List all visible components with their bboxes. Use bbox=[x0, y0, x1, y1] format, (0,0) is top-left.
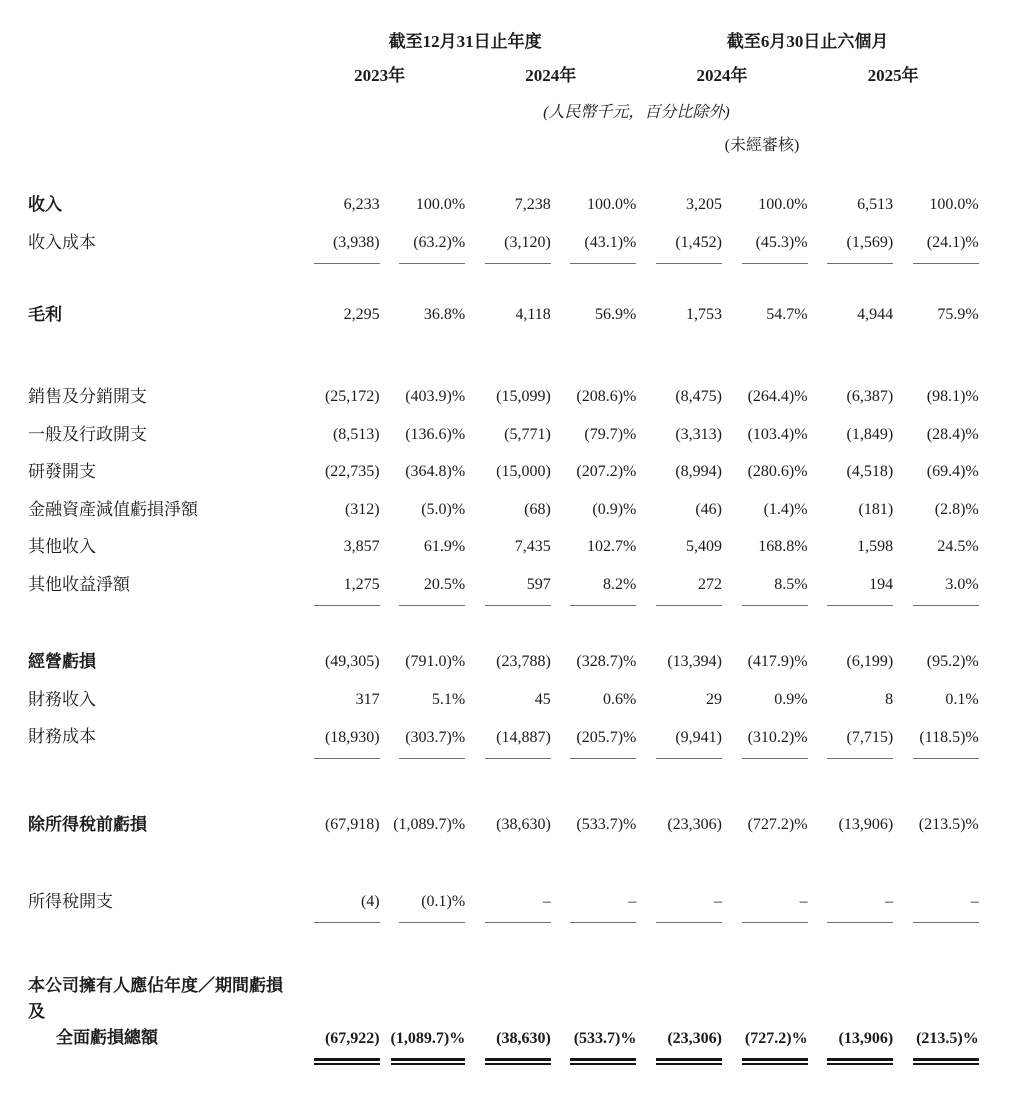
cell-amount bbox=[465, 812, 551, 838]
cell-amount bbox=[294, 422, 380, 448]
cell-value: 7,435 bbox=[514, 538, 551, 556]
cell-percent bbox=[380, 534, 466, 560]
cell-amount bbox=[465, 1026, 551, 1061]
cell-value: (0.1)% bbox=[399, 889, 465, 923]
cell-percent bbox=[893, 534, 979, 560]
cell-value: (3,120) bbox=[485, 230, 551, 264]
unaudited-note: (未經審核) bbox=[724, 137, 800, 154]
cell-value: 54.7% bbox=[766, 306, 808, 324]
cell-amount bbox=[808, 384, 894, 410]
cell-percent bbox=[722, 302, 808, 328]
cell-value: (13,394) bbox=[667, 653, 722, 671]
cell-amount bbox=[636, 422, 722, 448]
cell-value: (1,452) bbox=[656, 230, 722, 264]
header-spacer bbox=[28, 30, 294, 54]
cell-value: (213.5)% bbox=[913, 1026, 979, 1061]
cell-value: 5,409 bbox=[685, 538, 722, 556]
cell-percent bbox=[551, 889, 637, 923]
cell-percent bbox=[893, 725, 979, 759]
cell-value: (4,518) bbox=[846, 463, 894, 481]
table-row bbox=[28, 649, 979, 675]
cell-value: 0.6% bbox=[603, 690, 637, 708]
cell-value: (8,994) bbox=[675, 463, 722, 481]
cell-value: (312) bbox=[344, 500, 380, 518]
cell-percent bbox=[380, 725, 466, 759]
row-label: 收入 bbox=[28, 195, 62, 214]
cell-percent bbox=[551, 572, 637, 606]
cell-percent bbox=[893, 687, 979, 713]
period-group-interim: 截至6月30日止六個月 bbox=[726, 32, 889, 51]
cell-amount bbox=[808, 1026, 894, 1061]
cell-percent bbox=[551, 459, 637, 485]
cell-percent bbox=[551, 812, 637, 838]
cell-amount bbox=[636, 725, 722, 759]
cell-value: (63.2)% bbox=[399, 230, 465, 264]
cell-amount bbox=[294, 302, 380, 328]
cell-value: 100.0% bbox=[587, 196, 637, 213]
cell-value: (38,630) bbox=[496, 815, 551, 833]
cell-value: 272 bbox=[656, 572, 722, 606]
cell-percent bbox=[551, 302, 637, 328]
cell-amount bbox=[808, 812, 894, 838]
cell-value: (25,172) bbox=[324, 388, 380, 406]
cell-value: 100.0% bbox=[415, 196, 466, 213]
table-row bbox=[28, 812, 979, 838]
cell-value: 1,275 bbox=[314, 572, 380, 606]
cell-value: 61.9% bbox=[423, 538, 466, 556]
cell-percent bbox=[380, 459, 466, 485]
period-group-header-row bbox=[28, 30, 979, 54]
row-label: 經營虧損 bbox=[28, 652, 96, 672]
cell-percent bbox=[380, 497, 466, 523]
unit-note-row bbox=[28, 101, 979, 125]
cell-amount bbox=[808, 687, 894, 713]
table-row bbox=[28, 534, 979, 560]
cell-percent bbox=[551, 725, 637, 759]
table-row bbox=[28, 422, 979, 448]
cell-value: (103.4)% bbox=[747, 425, 808, 443]
cell-value: – bbox=[742, 889, 808, 923]
table-row bbox=[28, 384, 979, 410]
year-header-2023: 2023年 bbox=[354, 66, 406, 85]
cell-value: (7,715) bbox=[827, 725, 893, 759]
cell-amount bbox=[465, 687, 551, 713]
cell-value: (1.4)% bbox=[763, 500, 808, 518]
cell-value: (2.8)% bbox=[934, 500, 979, 518]
cell-value: 20.5% bbox=[399, 572, 465, 606]
row-label-line: 本公司擁有人應佔年度／期間虧損及 bbox=[28, 976, 283, 1022]
row-label: 一般及行政開支 bbox=[28, 424, 147, 444]
cell-value: (1,089.7)% bbox=[391, 1026, 466, 1061]
cell-amount bbox=[808, 459, 894, 485]
cell-value: (280.6)% bbox=[747, 463, 808, 481]
unaudited-note-row bbox=[28, 134, 979, 158]
row-label-line: 全面虧損總額 bbox=[56, 1028, 158, 1048]
cell-amount bbox=[294, 649, 380, 675]
cell-value: (98.1)% bbox=[926, 388, 979, 406]
cell-amount bbox=[465, 649, 551, 675]
cell-amount bbox=[294, 497, 380, 523]
cell-value: (79.7)% bbox=[584, 425, 637, 443]
header-spacer bbox=[465, 134, 636, 158]
cell-value: 45 bbox=[534, 690, 551, 708]
cell-amount bbox=[465, 725, 551, 759]
cell-value: 6,233 bbox=[343, 196, 380, 213]
cell-percent bbox=[722, 459, 808, 485]
cell-percent bbox=[893, 812, 979, 838]
cell-amount bbox=[465, 889, 551, 923]
cell-value: (6,387) bbox=[846, 388, 894, 406]
cell-amount bbox=[808, 192, 894, 218]
cell-value: (15,099) bbox=[496, 388, 551, 406]
cell-percent bbox=[380, 649, 466, 675]
cell-amount bbox=[294, 230, 380, 264]
cell-value: (46) bbox=[695, 500, 722, 518]
cell-value: (43.1)% bbox=[570, 230, 636, 264]
cell-percent bbox=[722, 534, 808, 560]
cell-amount bbox=[636, 534, 722, 560]
cell-value: 0.9% bbox=[774, 690, 808, 708]
cell-value: (533.7)% bbox=[570, 1026, 636, 1061]
cell-value: (791.0)% bbox=[405, 653, 466, 671]
cell-value: 36.8% bbox=[423, 306, 466, 324]
cell-value: – bbox=[656, 889, 722, 923]
cell-amount bbox=[808, 649, 894, 675]
cell-value: (0.9)% bbox=[592, 500, 637, 518]
cell-amount bbox=[636, 649, 722, 675]
cell-value: 7,238 bbox=[514, 196, 551, 213]
year-header-2025: 2025年 bbox=[867, 66, 919, 85]
cell-amount bbox=[636, 1026, 722, 1061]
cell-value: (264.4)% bbox=[747, 388, 808, 406]
cell-percent bbox=[551, 1026, 637, 1061]
cell-value: (95.2)% bbox=[926, 653, 979, 671]
cell-value: (208.6)% bbox=[576, 388, 637, 406]
cell-amount bbox=[465, 302, 551, 328]
cell-value: 1,753 bbox=[685, 306, 722, 324]
table-body bbox=[28, 192, 979, 1061]
cell-value: (67,918) bbox=[324, 815, 380, 833]
cell-amount bbox=[465, 422, 551, 448]
row-label: 除所得稅前虧損 bbox=[28, 814, 147, 834]
cell-value: (5.0)% bbox=[421, 500, 466, 518]
cell-value: (364.8)% bbox=[405, 463, 466, 481]
cell-value: (45.3)% bbox=[742, 230, 808, 264]
cell-percent bbox=[380, 302, 466, 328]
cell-value: (207.2)% bbox=[576, 463, 637, 481]
cell-amount bbox=[465, 534, 551, 560]
cell-percent bbox=[893, 384, 979, 410]
period-group-annual: 截至12月31日止年度 bbox=[388, 32, 542, 51]
cell-percent bbox=[722, 422, 808, 448]
table-row bbox=[28, 889, 979, 924]
cell-amount bbox=[294, 1026, 380, 1061]
unit-note: (人民幣千元，百分比除外) bbox=[543, 104, 730, 121]
cell-percent bbox=[380, 889, 466, 923]
cell-value: (3,938) bbox=[314, 230, 380, 264]
cell-value: (213.5)% bbox=[918, 815, 979, 833]
cell-value: 168.8% bbox=[758, 538, 808, 556]
cell-percent bbox=[380, 384, 466, 410]
cell-percent bbox=[893, 459, 979, 485]
cell-amount bbox=[808, 534, 894, 560]
cell-value: (22,735) bbox=[324, 463, 380, 481]
cell-amount bbox=[808, 889, 894, 923]
cell-amount bbox=[636, 572, 722, 606]
cell-percent bbox=[551, 497, 637, 523]
row-label: 所得稅開支 bbox=[28, 891, 113, 911]
cell-value: (68) bbox=[524, 500, 551, 518]
cell-value: (24.1)% bbox=[913, 230, 979, 264]
cell-value: 102.7% bbox=[587, 538, 637, 556]
cell-amount bbox=[808, 497, 894, 523]
cell-value: 100.0% bbox=[758, 196, 808, 213]
cell-value: (328.7)% bbox=[576, 653, 637, 671]
cell-value: (181) bbox=[858, 500, 894, 518]
cell-amount bbox=[465, 192, 551, 218]
cell-amount bbox=[808, 572, 894, 606]
header-spacer bbox=[28, 134, 294, 158]
cell-percent bbox=[380, 572, 466, 606]
cell-amount bbox=[808, 422, 894, 448]
cell-percent bbox=[380, 1026, 466, 1061]
cell-value: 3,857 bbox=[343, 538, 380, 556]
year-header-2024-interim: 2024年 bbox=[696, 66, 748, 85]
cell-percent bbox=[893, 302, 979, 328]
cell-value: 75.9% bbox=[937, 306, 979, 324]
cell-value: 194 bbox=[827, 572, 893, 606]
cell-value: 8 bbox=[885, 690, 894, 708]
cell-amount bbox=[294, 192, 380, 218]
cell-percent bbox=[722, 192, 808, 218]
cell-percent bbox=[893, 889, 979, 923]
cell-percent bbox=[551, 384, 637, 410]
cell-value: 29 bbox=[705, 690, 722, 708]
cell-percent bbox=[551, 230, 637, 264]
cell-percent bbox=[722, 230, 808, 264]
cell-percent bbox=[551, 649, 637, 675]
cell-percent bbox=[380, 687, 466, 713]
cell-value: (13,906) bbox=[838, 815, 894, 833]
cell-amount bbox=[294, 889, 380, 923]
cell-value: (8,513) bbox=[332, 425, 380, 443]
cell-value: (13,906) bbox=[827, 1026, 893, 1061]
cell-value: (49,305) bbox=[324, 653, 380, 671]
row-label: 其他收益淨額 bbox=[28, 574, 130, 594]
cell-value: (1,849) bbox=[846, 425, 894, 443]
cell-amount bbox=[636, 302, 722, 328]
cell-value: 3,205 bbox=[685, 196, 722, 213]
cell-percent bbox=[380, 812, 466, 838]
cell-value: 5.1% bbox=[431, 690, 466, 708]
cell-amount bbox=[294, 812, 380, 838]
table-row bbox=[28, 459, 979, 485]
cell-value: (727.2)% bbox=[742, 1026, 808, 1061]
cell-percent bbox=[893, 230, 979, 264]
cell-percent bbox=[380, 192, 466, 218]
cell-value: – bbox=[827, 889, 893, 923]
cell-value: (417.9)% bbox=[747, 653, 808, 671]
cell-value: (28.4)% bbox=[926, 425, 979, 443]
row-label: 財務成本 bbox=[28, 727, 96, 747]
cell-value: (3,313) bbox=[675, 425, 722, 443]
cell-value: 6,513 bbox=[857, 196, 894, 213]
cell-percent bbox=[893, 649, 979, 675]
cell-value: 3.0% bbox=[913, 572, 979, 606]
cell-amount bbox=[465, 497, 551, 523]
table-row bbox=[28, 973, 979, 1061]
income-statement-table bbox=[28, 30, 979, 1061]
cell-percent bbox=[551, 534, 637, 560]
cell-amount bbox=[294, 725, 380, 759]
cell-value: (23,306) bbox=[667, 815, 722, 833]
cell-value: 24.5% bbox=[937, 538, 979, 556]
year-header-row bbox=[28, 64, 979, 88]
table-row bbox=[28, 230, 979, 265]
cell-amount bbox=[294, 384, 380, 410]
cell-value: (15,000) bbox=[496, 463, 551, 481]
header-spacer bbox=[294, 134, 465, 158]
table-row bbox=[28, 572, 979, 607]
cell-value: (118.5)% bbox=[913, 725, 979, 759]
row-label: 其他收入 bbox=[28, 537, 96, 557]
cell-value: (136.6)% bbox=[405, 425, 466, 443]
cell-percent bbox=[722, 687, 808, 713]
cell-amount bbox=[465, 459, 551, 485]
cell-percent bbox=[722, 649, 808, 675]
cell-value: (1,089.7)% bbox=[393, 815, 466, 833]
cell-value: (23,788) bbox=[496, 653, 551, 671]
cell-value: 597 bbox=[485, 572, 551, 606]
cell-value: (9,941) bbox=[656, 725, 722, 759]
cell-percent bbox=[551, 422, 637, 448]
row-label: 銷售及分銷開支 bbox=[28, 387, 147, 407]
cell-value: (67,922) bbox=[314, 1026, 380, 1061]
cell-amount bbox=[465, 384, 551, 410]
cell-value: (4) bbox=[314, 889, 380, 923]
cell-value: (8,475) bbox=[675, 388, 722, 406]
cell-amount bbox=[465, 230, 551, 264]
cell-amount bbox=[294, 459, 380, 485]
row-label: 收入成本 bbox=[28, 232, 96, 252]
cell-amount bbox=[636, 497, 722, 523]
cell-percent bbox=[893, 192, 979, 218]
cell-value: 2,295 bbox=[343, 306, 380, 324]
cell-amount bbox=[636, 687, 722, 713]
cell-value: 1,598 bbox=[857, 538, 894, 556]
cell-percent bbox=[380, 422, 466, 448]
cell-value: 8.2% bbox=[570, 572, 636, 606]
cell-value: – bbox=[913, 889, 979, 923]
cell-percent bbox=[893, 422, 979, 448]
cell-amount bbox=[294, 572, 380, 606]
cell-percent bbox=[722, 1026, 808, 1061]
row-label: 毛利 bbox=[28, 305, 62, 325]
cell-percent bbox=[722, 497, 808, 523]
header-spacer bbox=[28, 64, 294, 88]
cell-value: (403.9)% bbox=[405, 388, 466, 406]
cell-percent bbox=[893, 497, 979, 523]
cell-value: (38,630) bbox=[485, 1026, 551, 1061]
table-row bbox=[28, 687, 979, 713]
cell-percent bbox=[893, 572, 979, 606]
cell-amount bbox=[636, 889, 722, 923]
cell-amount bbox=[636, 384, 722, 410]
year-header-2024-annual: 2024年 bbox=[525, 66, 577, 85]
cell-percent bbox=[722, 572, 808, 606]
header-spacer bbox=[28, 101, 294, 125]
cell-amount bbox=[465, 572, 551, 606]
cell-value: (69.4)% bbox=[926, 463, 979, 481]
cell-value: 8.5% bbox=[742, 572, 808, 606]
cell-amount bbox=[808, 725, 894, 759]
table-row bbox=[28, 724, 979, 759]
cell-value: (205.7)% bbox=[570, 725, 636, 759]
table-row bbox=[28, 192, 979, 218]
cell-value: 4,118 bbox=[515, 306, 551, 324]
table-row bbox=[28, 302, 979, 328]
cell-percent bbox=[722, 812, 808, 838]
cell-value: (303.7)% bbox=[399, 725, 465, 759]
cell-value: 4,944 bbox=[857, 306, 894, 324]
cell-value: (14,887) bbox=[485, 725, 551, 759]
cell-value: (5,771) bbox=[504, 425, 551, 443]
row-label: 金融資產減值虧損淨額 bbox=[28, 499, 198, 519]
cell-amount bbox=[808, 302, 894, 328]
row-label bbox=[28, 973, 294, 1061]
cell-percent bbox=[722, 889, 808, 923]
cell-value: 0.1% bbox=[945, 690, 979, 708]
cell-amount bbox=[636, 192, 722, 218]
cell-amount bbox=[294, 687, 380, 713]
table-row bbox=[28, 497, 979, 523]
cell-percent bbox=[722, 384, 808, 410]
row-label: 財務收入 bbox=[28, 689, 96, 709]
cell-value: (6,199) bbox=[846, 653, 894, 671]
cell-value: (533.7)% bbox=[576, 815, 637, 833]
cell-percent bbox=[551, 687, 637, 713]
cell-value: (1,569) bbox=[827, 230, 893, 264]
cell-percent bbox=[893, 1026, 979, 1061]
cell-value: – bbox=[570, 889, 636, 923]
cell-value: (23,306) bbox=[656, 1026, 722, 1061]
cell-amount bbox=[636, 230, 722, 264]
cell-percent bbox=[551, 192, 637, 218]
cell-amount bbox=[636, 459, 722, 485]
cell-value: – bbox=[485, 889, 551, 923]
cell-value: (18,930) bbox=[314, 725, 380, 759]
cell-amount bbox=[808, 230, 894, 264]
cell-percent bbox=[722, 725, 808, 759]
cell-value: (727.2)% bbox=[747, 815, 808, 833]
cell-value: (310.2)% bbox=[742, 725, 808, 759]
cell-amount bbox=[636, 812, 722, 838]
cell-value: 317 bbox=[355, 690, 380, 708]
cell-percent bbox=[380, 230, 466, 264]
cell-value: 56.9% bbox=[595, 306, 637, 324]
cell-amount bbox=[294, 534, 380, 560]
row-label: 研發開支 bbox=[28, 462, 96, 482]
cell-value: 100.0% bbox=[929, 196, 979, 213]
